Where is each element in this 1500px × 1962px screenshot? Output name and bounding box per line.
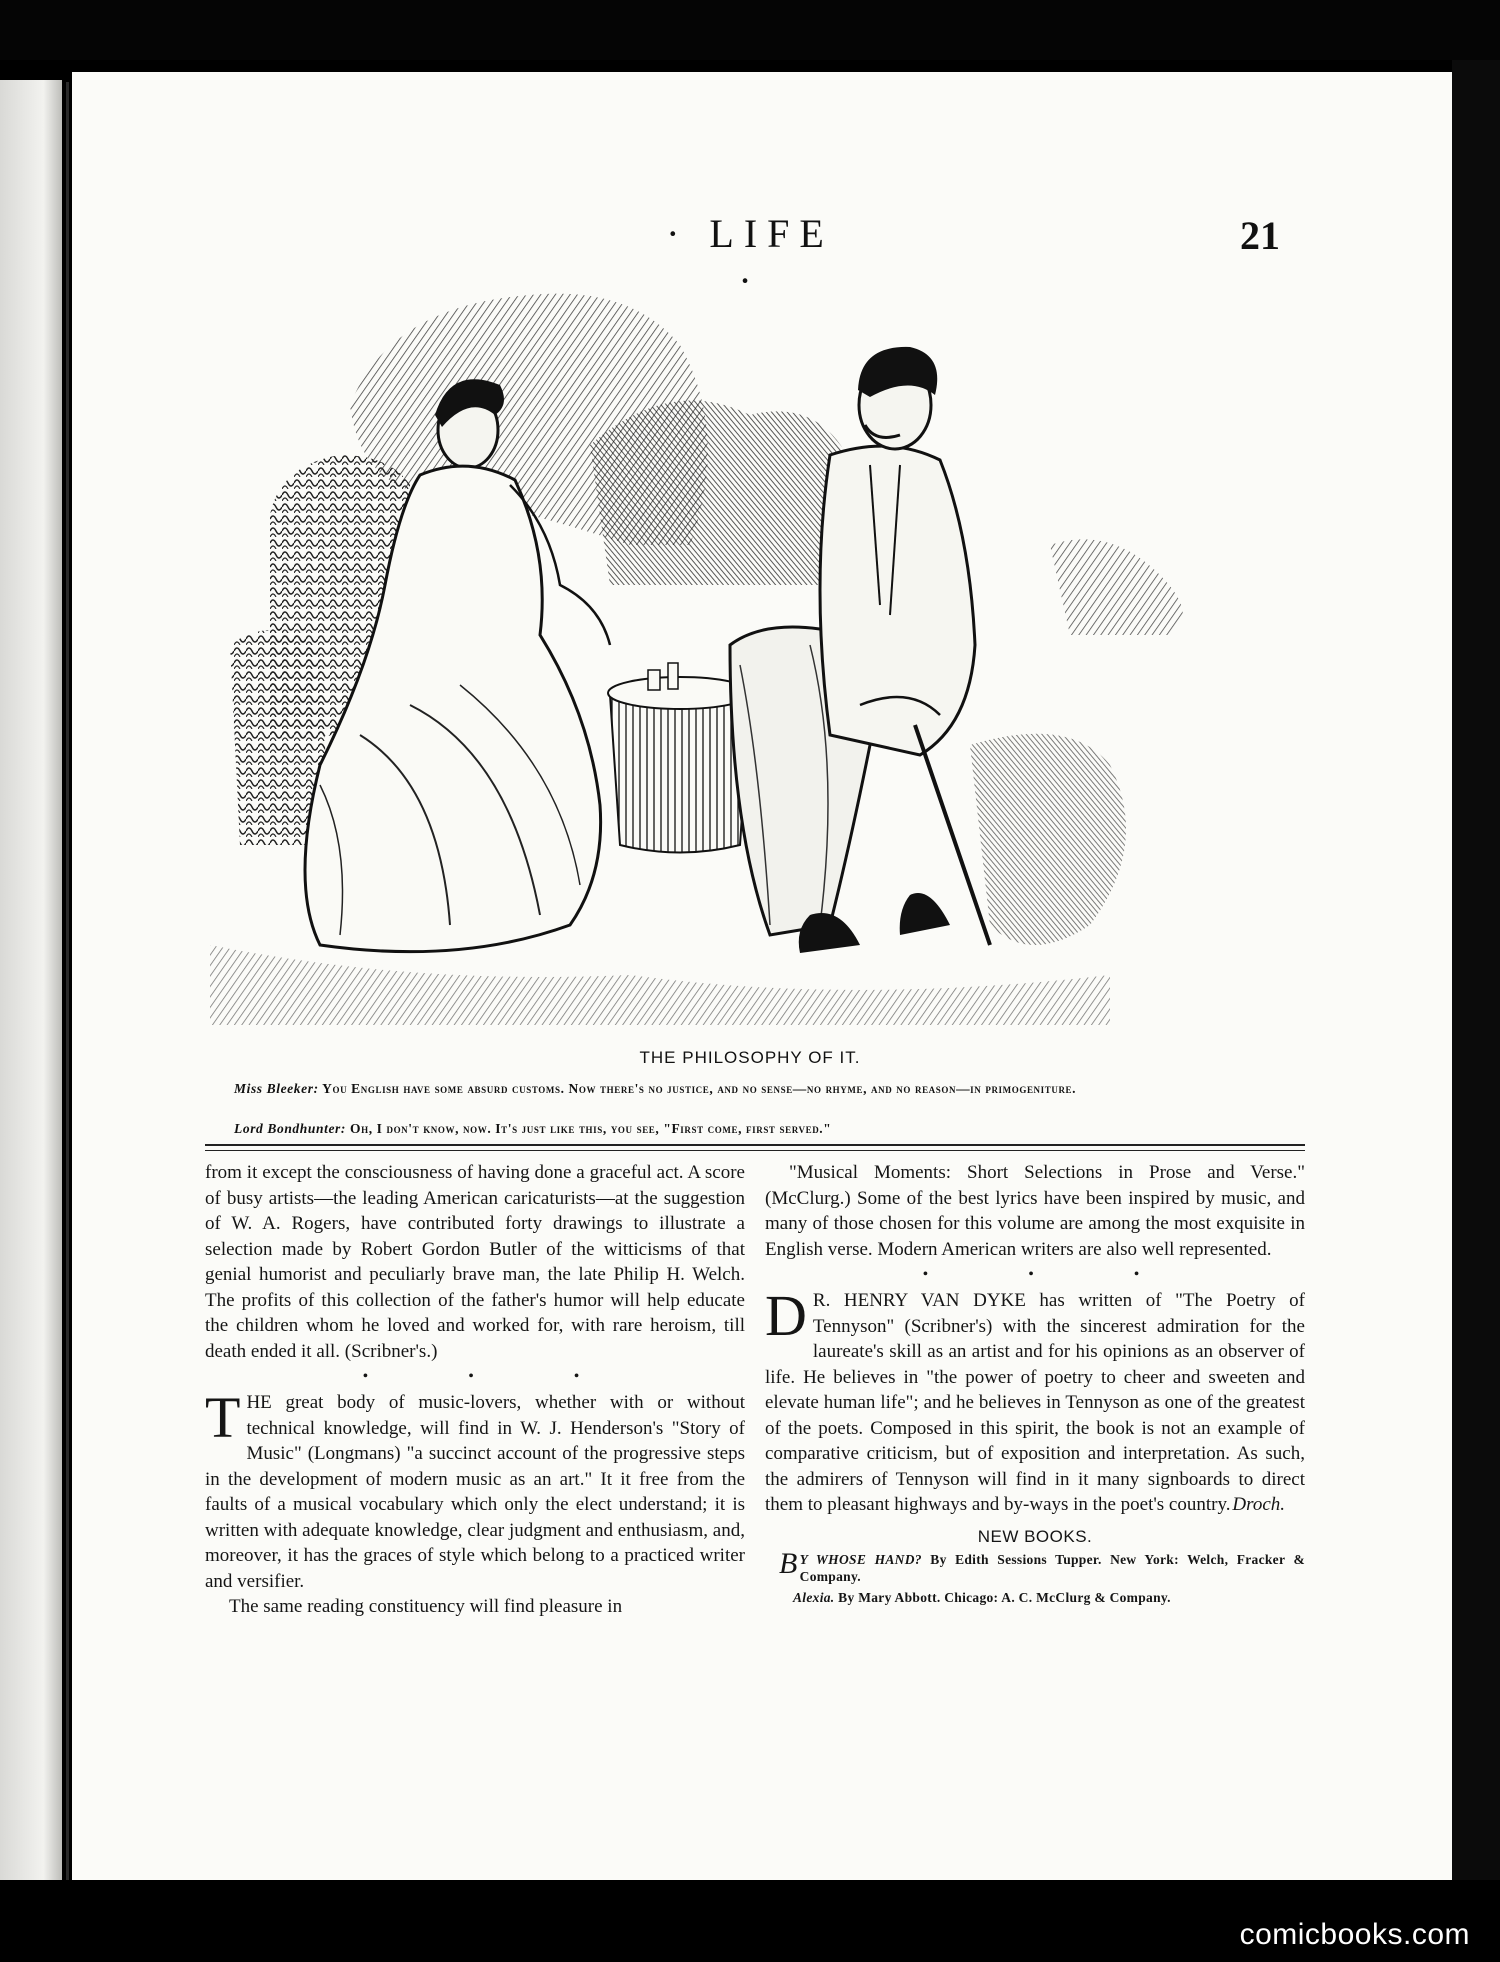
- dialogue-text-1: You English have some absurd customs. Now there's no justice, and no sense—no rhyme, and no reason—in primogeniture.: [318, 1081, 1077, 1096]
- page-right-shadow: [1452, 60, 1500, 1900]
- drop-cap-d: D: [765, 1283, 807, 1348]
- book-title-2: Alexia.: [793, 1590, 835, 1605]
- book-listing-1: [779, 1547, 1306, 1585]
- right-column: [765, 1160, 1305, 1606]
- dialogue-line-2: [210, 1119, 1300, 1139]
- left-paragraph-3: The same reading constituency will find pleasure in: [229, 1596, 623, 1617]
- left-paragraph-1: from it except the consciousness of having done a graceful act. A score of busy artists—the leading American caricaturists—at the suggestion of W. A. Rogers, have contributed forty drawings to illustrate a selection made by Robert Gordon Butler of the witticisms of that genial humorist and peculiarly brave man, the late Philip H. Welch. The profits of this collection of the father's humor will help educate the children whom he loved and worked for, with rare heroism, till death ended it all. (Scribner's.): [205, 1162, 745, 1362]
- facing-page-edge: [0, 80, 62, 1880]
- section-divider-top: [205, 1144, 1305, 1146]
- book-details-1: By Edith Sessions Tupper. New York: Welch, Fracker & Company.: [799, 1552, 1306, 1584]
- right-paragraph-1: "Musical Moments: Short Selections in Prose and Verse." (McClurg.) Some of the best lyrics have been inspired by music, and many of those chosen for this volume are among the most exquisite in English verse. Modern American writers are also well represented.: [765, 1162, 1305, 1260]
- right-paragraph-2: [765, 1283, 1305, 1518]
- cartoon-illustration: [210, 285, 1310, 1035]
- drop-cap-t: T: [205, 1385, 241, 1450]
- cartoon-title: THE PHILOSOPHY OF IT.: [639, 1048, 861, 1067]
- left-paragraph-2: [205, 1385, 745, 1594]
- section-break-stars: • • •: [362, 1368, 628, 1385]
- book-title-1: Y WHOSE HAND?: [799, 1552, 922, 1567]
- book-drop-cap: B: [779, 1547, 798, 1580]
- page-number: 21: [1240, 213, 1280, 258]
- book-details-2: By Mary Abbott. Chicago: A. C. McClurg & Company.: [834, 1590, 1171, 1605]
- speaker-miss-bleeker: Miss Bleeker:: [234, 1081, 319, 1096]
- left-paragraph-2-text: HE great body of music-lovers, whether with or without technical knowledge, will find in W. J. Henderson's "Story of Music" (Longmans) "a succinct account of the progressive steps in the development of modern music as an art." It it free from the faults of a musical vocabulary which only the elect understand; it is written with adequate knowledge, clear judgment and enthusiasm, and, moreover, it has the graces of style which belong to a practiced writer and versifier.: [205, 1392, 745, 1592]
- dialogue-line-1: [210, 1079, 1300, 1099]
- scan-top-border: [0, 0, 1500, 60]
- new-books-heading: NEW BOOKS.: [977, 1526, 1093, 1546]
- dialogue-text-2: Oh, I don't know, now. It's just like this, you see, "First come, first served.": [346, 1121, 832, 1136]
- binding-spine: [66, 82, 69, 1882]
- right-paragraph-2-text: R. HENRY VAN DYKE has written of "The Poetry of Tennyson" (Scribner's) with the sincerest admiration for the laureate's skill as an artist and for his opinions as an observer of life. He believes in "the power of poetry to cheer and sweeten and elevate human life"; and he believes in Tennyson as one of the greatest of the poets. Composed in this spirit, the book is not an example of comparative criticism, but of exposition and interpretation. As such, the admirers of Tennyson will find in it many signboards to direct them to pleasant highways and by-ways in the poet's country.: [765, 1290, 1305, 1515]
- left-column: [205, 1160, 745, 1620]
- section-break-stars: • • •: [922, 1266, 1188, 1283]
- watermark: comicbooks.com: [1239, 1918, 1470, 1951]
- book-listing-2: [793, 1589, 1305, 1606]
- masthead: · LIFE ·: [666, 211, 834, 303]
- section-divider-bottom: [205, 1150, 1305, 1151]
- speaker-lord-bondhunter: Lord Bondhunter:: [234, 1121, 347, 1136]
- author-signoff: Droch.: [1232, 1494, 1285, 1515]
